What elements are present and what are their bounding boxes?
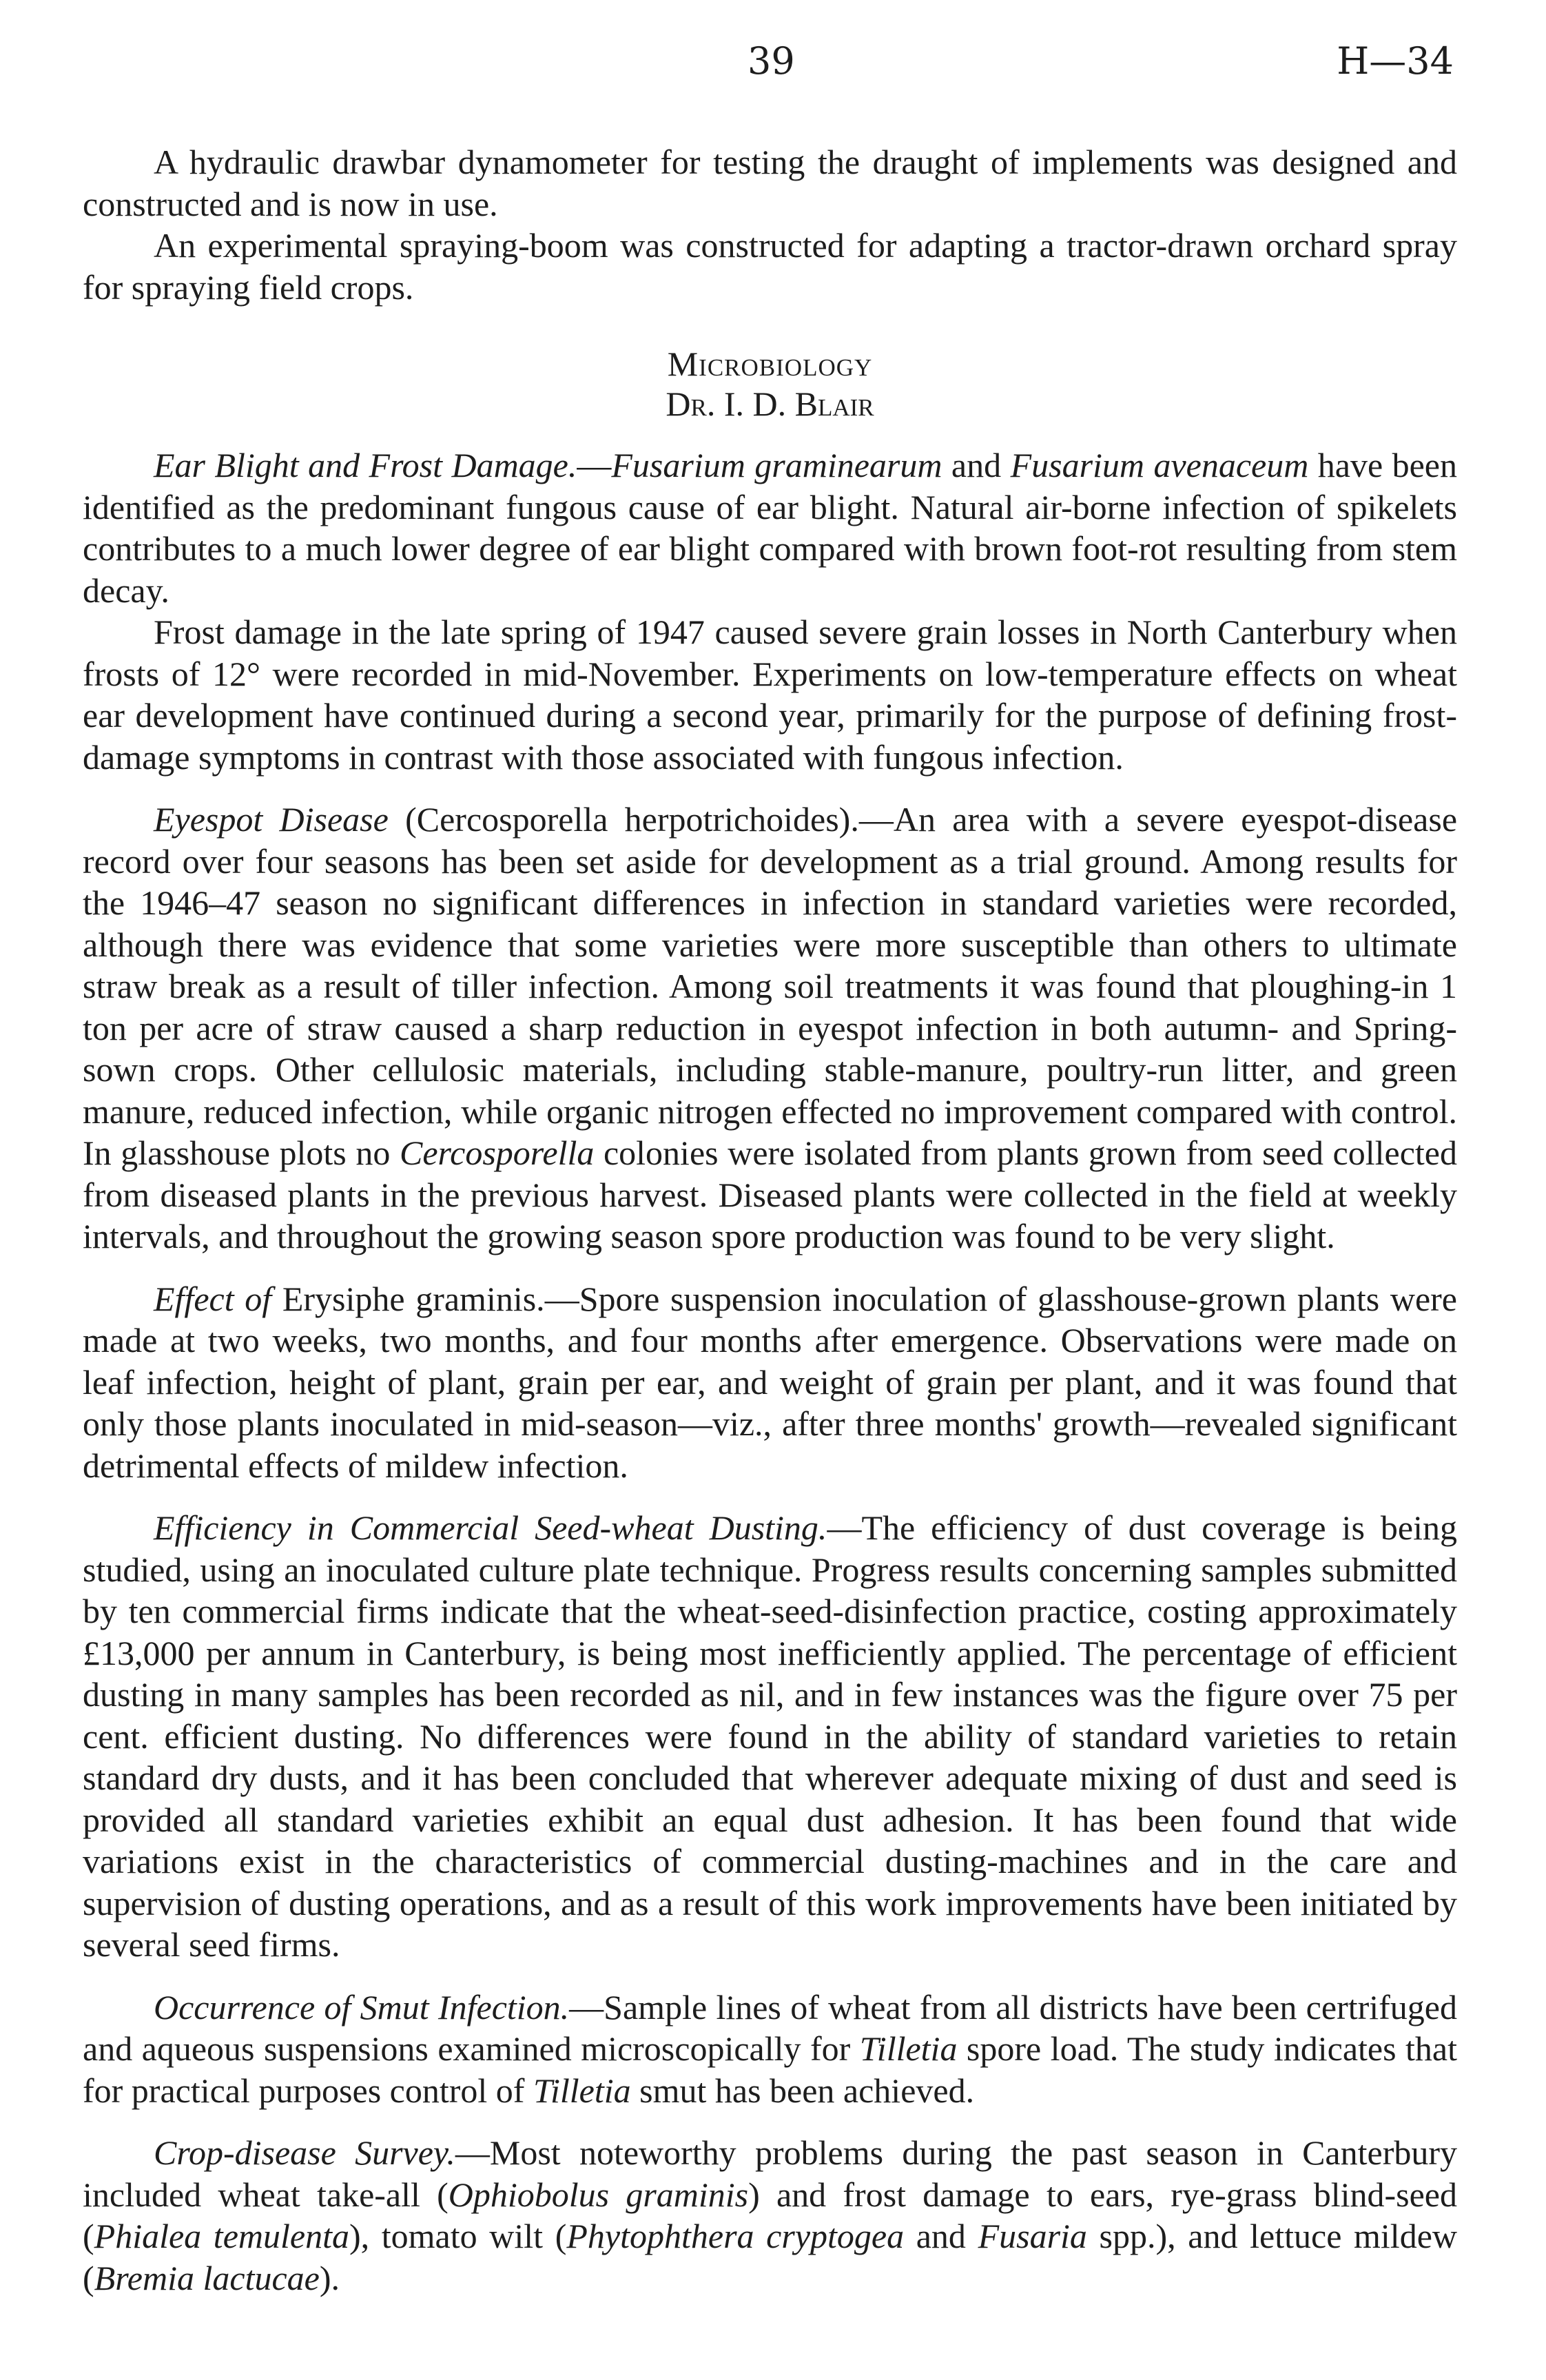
ear-blight-text: have been identified as the predominant fungous cause of ear blight. Natural air-borne infection of spikelets contributes to a much lower degree of ear blight compared with brown foot-rot resulting from stem decay. — [83, 446, 1458, 610]
paragraph-smut — [83, 1987, 1457, 2112]
paragraph-crop-survey — [83, 2132, 1457, 2299]
dusting-text: —The efficiency of dust coverage is being studied, using an inoculated culture plate technique. Progress results concerning samples submitted by ten commercial firms indicate that the wheat-seed-disinfection practice, costing approximately £13,000 per annum in Canterbury, is being most inefficiently applied. The percentage of efficient dusting in many samples has been recorded as nil, and in few instances was the figure over 75 per cent. efficient dusting. No differences were found in the ability of standard varieties to retain standard dry dusts, and it has been concluded that wherever adequate mixing of dust and seed is provided all standard varieties exhibit an equal dust adhesion. It has been found that wide variations exist in the characteristics of commercial dusting-machines and in the care and supervision of dusting operations, and as a result of this work improvements have been initiated by several seed firms. — [83, 1508, 1457, 1964]
paragraph-eyespot — [83, 799, 1457, 1258]
subhead-smut: Occurrence of Smut Infection. — [154, 1987, 570, 2027]
species-bremia: Bremia lactucae — [94, 2258, 320, 2297]
genus-tilletia-1: Tilletia — [859, 2029, 958, 2068]
paragraph-spraying-boom: An experimental spraying-boom was constructed for adapting a tractor-drawn orchard spray for spraying field crops. — [83, 226, 1457, 307]
smut-text-1: —Sample lines of wheat from all districts have been certrifuged and aqueous suspensions examined microscopically for — [83, 1987, 1457, 2068]
paragraph-ear-blight — [83, 444, 1457, 611]
species-fusaria: Fusaria — [978, 2217, 1087, 2255]
species-fusarium-graminearum: Fusarium graminearum — [611, 446, 942, 484]
genus-tilletia-2: Tilletia — [533, 2071, 631, 2110]
survey-text-2: ) and frost damage to ears, rye-grass blind-seed ( — [83, 2175, 1457, 2255]
page-header — [0, 39, 1546, 98]
subhead-erysiphe: Effect of — [154, 1279, 272, 1318]
species-phialea: Phialea temulenta — [94, 2217, 349, 2255]
conjunction: and — [942, 446, 1011, 484]
species-phytophthera: Phytophthera cryptogea — [566, 2217, 905, 2255]
smut-text-2: spore load. The study indicates that for practical purposes control of — [83, 2029, 1457, 2110]
genus-cercosporella: Cercosporella — [399, 1133, 595, 1172]
paragraph-frost-damage: Frost damage in the late spring of 1947 caused severe grain losses in North Canterbury when frosts of 12° were recorded in mid-November. Experiments on low-temperature effects on wheat ear development have continued during a second year, primarily for the purpose of defining frost-damage symptoms in contrast with those associated with fungous infection. — [83, 613, 1457, 777]
paragraph-dynamometer: A hydraulic drawbar dynamometer for testing the draught of implements was designed and constructed and is now in use. — [83, 143, 1457, 223]
smut-text-3: smut has been achieved. — [630, 2071, 975, 2110]
paragraph-erysiphe — [83, 1278, 1457, 1487]
erysiphe-latin-name: Erysiphe graminis. — [271, 1279, 545, 1318]
body-text — [83, 141, 1457, 2299]
survey-text-1: —Most noteworthy problems during the past season in Canterbury included wheat take-all ( — [83, 2133, 1457, 2214]
survey-text-3: ), tomato wilt ( — [349, 2217, 567, 2255]
section-title: Microbiology — [667, 345, 873, 383]
erysiphe-text: —Spore suspension inoculation of glasshouse-grown plants were made at two weeks, two months, and four months after emergence. Observations were made on leaf infection, height of plant, grain per ear, and weight of grain per plant, and it was found that only those plants inoculated in mid-season—viz., after three months' growth—revealed significant detrimental effects of mildew infection. — [83, 1279, 1457, 1485]
dash: — — [577, 446, 612, 484]
eyespot-text-2: colonies were isolated from plants grown from seed collected from diseased plants in the previous harvest. Diseased plants were collected in the field at weekly intervals, and throughout the growing season spore production was found to be very slight. — [83, 1133, 1457, 1255]
species-fusarium-avenaceum: Fusarium avenaceum — [1010, 446, 1309, 484]
page-number: 39 — [748, 39, 795, 83]
eyespot-text-1: —An area with a severe eyespot-disease record over four seasons has been set aside for development as a trial ground. Among results for the 1946–47 season no significant differences in infection in standard varieties were recorded, although there was evidence that some varieties were more susceptible than others to ultimate straw break as a result of tiller infection. Among soil treatments it was found that ploughing-in 1 ton per acre of straw caused a sharp reduction in eyespot infection in both autumn- and Spring-sown crops. Other cellulosic materials, including stable-manure, poultry-run litter, and green manure, reduced infection, while organic nitrogen effected no improvement compared with control. In glasshouse plots no — [83, 800, 1458, 1172]
paragraph-dusting — [83, 1507, 1457, 1966]
survey-text-6: ). — [319, 2258, 340, 2297]
subhead-ear-blight: Ear Blight and Frost Damage. — [154, 446, 577, 484]
subhead-eyespot: Eyespot Disease — [154, 800, 389, 839]
survey-text-4: and — [904, 2217, 978, 2255]
species-ophiobolus: Ophiobolus graminis — [448, 2175, 749, 2214]
document-code: H—34 — [1337, 39, 1454, 83]
section-heading-block — [83, 344, 1457, 424]
survey-text-5: spp.), and lettuce mildew ( — [83, 2217, 1457, 2297]
section-author: Dr. I. D. Blair — [666, 384, 874, 423]
subhead-dusting: Efficiency in Commercial Seed-wheat Dusting. — [154, 1508, 827, 1547]
subhead-crop-survey: Crop-disease Survey. — [154, 2133, 455, 2172]
eyespot-latin-name: (Cercosporella herpotrichoides). — [388, 800, 859, 839]
